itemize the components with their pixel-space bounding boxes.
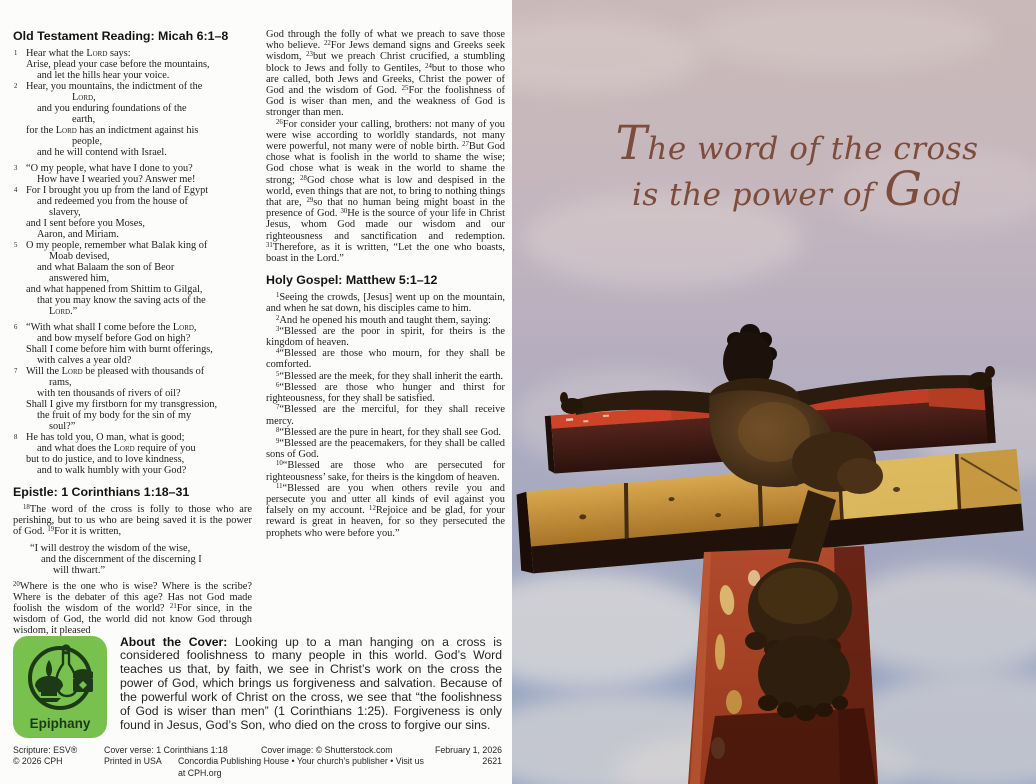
verse-number: 7 <box>14 368 18 375</box>
gospel-paragraph: $^1$Seeing the crowds, [Jesus] went up on the mountain, and when he sat down, his disciples came to him. <box>266 292 505 315</box>
verse-number: 29 <box>306 197 314 205</box>
verse-number: 2 <box>276 314 280 322</box>
verse-number: 8 <box>276 426 280 434</box>
poem-line: 7 Will the Lord be pleased with thousands of <box>14 366 205 377</box>
gospel-text <box>266 292 505 538</box>
poem-line: and to walk humbly with your God? <box>37 465 187 476</box>
footer-number: 2621 <box>482 756 502 766</box>
about-text: Looking up to a man hanging on a cross is considered foolishness to many people in this world. God’s Word teaches us that, by faith, we see in Christ’s work on the cross the power of God, which brings us forgiveness and salvation. Because of the powerful work of Christ on the cross, we see that “the foolishness of God is wiser than men” (1 Corinthians 1:25). Forgiveness is only found in Jesus, God’s Son, who died on the cross to forgive our sins. <box>120 634 502 732</box>
poem-line: and bow myself before God on high? <box>37 333 191 344</box>
poem-line: for the Lord has an indictment against his <box>26 125 199 136</box>
divine-name-small-caps: Lord <box>172 322 194 333</box>
verse-number: 10 <box>276 460 283 468</box>
verse-number: 9 <box>276 437 280 445</box>
poem-line: 8 He has told you, O man, what is good; <box>14 432 185 443</box>
poem-line: will thwart.” <box>53 564 106 576</box>
footer-row-2 <box>13 756 502 779</box>
poem-line: people, <box>72 136 103 147</box>
poem-line: Aaron, and Miriam. <box>37 229 119 240</box>
poem-line: and you enduring foundations of the <box>37 103 187 114</box>
verse-number: 5 <box>14 242 18 249</box>
footer-copyright: © 2026 CPH <box>13 756 63 766</box>
poem-line: 1 Hear what the Lord says: <box>14 48 131 59</box>
poem-line: with ten thousands of rivers of oil? <box>37 388 181 399</box>
readings-page <box>0 0 512 784</box>
verse-number: 21 <box>169 603 177 611</box>
footer-cover-verse: Cover verse: 1 Corinthians 1:18 <box>104 744 228 755</box>
epiphany-badge <box>13 636 107 738</box>
verse-number: 30 <box>340 208 348 216</box>
footer-scripture: Scripture: ESV® <box>13 744 78 755</box>
column-2 <box>266 29 505 636</box>
divine-name-small-caps: Lord <box>55 125 77 136</box>
poem-line: Shall I come before him with burnt offerings, <box>26 344 213 355</box>
verse-number: 19 <box>47 526 55 534</box>
verse-number: 3 <box>14 165 18 172</box>
verse-number: 2 <box>14 83 18 90</box>
about-the-cover <box>120 636 502 733</box>
gospel-paragraph: $^{10}$“Blessed are those who are persecuted for righteousness’ sake, for theirs is the kingdom of heaven. <box>266 460 505 483</box>
poem-line: and what happened from Shittim to Gilgal, <box>26 284 203 295</box>
poem-line: the fruit of my body for the sin of my <box>37 410 192 421</box>
about-label: About the Cover: <box>120 634 228 649</box>
poem-line: but to do justice, and to love kindness, <box>26 454 185 465</box>
decorative-initial: T <box>615 116 648 171</box>
decorative-initial: G <box>884 162 923 217</box>
crucifix-photo <box>512 0 1036 784</box>
verse-number: 28 <box>300 174 307 182</box>
verse-number: 22 <box>323 40 331 48</box>
poem-line: with calves a year old? <box>37 355 132 366</box>
footer <box>13 745 505 780</box>
footer-date: February 1, 2026 <box>435 744 502 755</box>
gospel-paragraph: $^2$And he opened his mouth and taught them, saying: <box>276 314 491 326</box>
gospel-heading: Holy Gospel: Matthew 5:1–12 <box>266 273 438 288</box>
epistle-paragraph-3: $^{26}$For consider your calling, brothers: not many of you were wise according to worldly standards, not many were powerful, not many were of noble birth. $^{27}$But God chose what is foolish in the world to shame the wise; God chose what is weak in the world to shame the strong; $^{28}$God chose what is low and despised in the world, even things that are not, to bring to nothing things that are, $^{29}$so that no human being might boast in the presence of God. $^{30}$He is the source of your life in Christ Jesus, whom God made our wisdom and our righteousness and sanctification and redemption. $^{31}$Therefore, as it is written, “Let the one who boasts, boast in the Lord.” <box>266 118 505 265</box>
epistle-quote <box>30 543 252 576</box>
gospel-paragraph: $^6$“Blessed are those who hunger and thirst for righteousness, for they shall be satisfied. <box>266 381 505 405</box>
footer-row-1 <box>13 745 502 757</box>
verse-number: 24 <box>425 62 432 70</box>
verse-number: 20 <box>13 580 20 588</box>
gospel-paragraph: $^3$“Blessed are the poor in spirit, for theirs is the kingdom of heaven. <box>266 325 505 349</box>
epiphany-label: Epiphany <box>29 715 91 731</box>
poem-line: and redeemed you from the house of <box>37 196 188 207</box>
gospel-paragraph: $^7$“Blessed are the merciful, for they shall receive mercy. <box>266 404 505 427</box>
verse-number: 5 <box>276 370 280 378</box>
micah-poem <box>14 48 252 476</box>
poem-line: Lord, <box>72 92 96 103</box>
cover-title-line-2: is the power of God <box>631 162 962 217</box>
epistle-paragraph-1: $^{18}$The word of the cross is folly to those who are perishing, but to us who are being saved it is the power of God. $^{19}$For it is written, <box>13 504 252 538</box>
divine-name-small-caps: Lord <box>86 48 108 59</box>
poem-line: Moab devised, <box>49 251 110 262</box>
verse-number: 18 <box>23 504 30 511</box>
verse-number: 6 <box>276 381 280 389</box>
poem-line: slavery, <box>49 207 81 218</box>
gospel-paragraph: $^5$“Blessed are the meek, for they shall inherit the earth. <box>276 370 504 382</box>
verse-number: 1 <box>14 50 18 57</box>
verse-number: 12 <box>369 505 376 513</box>
gospel-paragraph: $^{11}$“Blessed are you when others revile you and persecute you and utter all kinds of evil against you falsely on my account. $^{12}$Rejoice and be glad, for your reward is great in heaven, for so they persecuted the prophets who were before you.” <box>266 482 505 539</box>
verse-number: 7 <box>276 404 280 412</box>
verse-number: 6 <box>14 324 18 331</box>
verse-number: 11 <box>276 482 283 490</box>
verse-number: 27 <box>462 141 469 149</box>
poem-line: 5 O my people, remember what Balak king of <box>14 240 208 251</box>
cover-page <box>512 0 1036 784</box>
poem-line: and let the hills hear your voice. <box>37 70 170 81</box>
poem-line: Lord.” <box>49 306 78 317</box>
verse-number: 1 <box>276 292 280 300</box>
poem-line: rams, <box>49 377 72 388</box>
verse-number: 31 <box>266 241 273 249</box>
poem-line: and what does the Lord require of you <box>37 443 196 454</box>
epistle-heading: Epistle: 1 Corinthians 1:18–31 <box>13 485 190 499</box>
cover-title-line-1: The word of the cross <box>615 116 979 171</box>
gospel-paragraph: $^8$“Blessed are the pure in heart, for they shall see God. <box>276 426 501 438</box>
divine-name-small-caps: Lord <box>72 92 94 103</box>
poem-line: How have I wearied you? Answer me! <box>37 174 196 185</box>
poem-line: 3 “O my people, what have I done to you? <box>14 163 193 174</box>
epistle-continuation: God through the folly of what we preach to save those who believe. $^{22}$For Jews demand signs and Greeks seek wisdom, $^{23}$but we preach Christ crucified, a stumbling block to Jews and folly to Gentiles, $^{24}$but to those who are called, both Jews and Greeks, Christ the power of God and the wisdom of God. $^{25}$For the foolishness of God is wiser than men, and the weakness of God is stronger than men. <box>266 29 505 119</box>
about-band <box>13 636 505 738</box>
footer-printed: Printed in USA <box>104 756 162 766</box>
gospel-paragraph: $^9$“Blessed are the peacemakers, for they shall be called sons of God. <box>266 437 505 461</box>
poem-line: Shall I give my firstborn for my transgression, <box>26 399 218 410</box>
poem-line: and the discernment of the discerning I <box>41 553 202 565</box>
verse-number: 8 <box>14 434 18 441</box>
poem-line: and what Balaam the son of Beor <box>37 262 175 273</box>
divine-name-small-caps: Lord <box>49 306 71 317</box>
poem-line: 6 “With what shall I come before the Lord, <box>14 322 197 333</box>
epiphany-badge-box <box>13 636 107 738</box>
verse-number: 23 <box>306 51 313 59</box>
epistle-paragraph-2: $^{20}$Where is the one who is wise? Where is the scribe? Where is the debater of this age? Has not God made foolish the wisdom of the world? $^{21}$For since, in the wisdom of God, the world did not know God through wisdom, it pleased <box>13 580 252 636</box>
poem-line: Arise, plead your case before the mountains, <box>26 59 210 70</box>
text-columns <box>13 29 505 636</box>
verse-number: 4 <box>14 187 18 194</box>
footer-publisher: Concordia Publishing House • Your church’s publisher • Visit us at CPH.org <box>178 756 424 778</box>
poem-line: soul?” <box>49 421 76 432</box>
old-testament-heading: Old Testament Reading: Micah 6:1–8 <box>13 29 229 43</box>
poem-line: earth, <box>72 114 96 125</box>
verse-number: 4 <box>276 348 280 356</box>
poem-line: “I will destroy the wisdom of the wise, <box>30 542 191 554</box>
poem-line: answered him, <box>49 273 110 284</box>
verse-number: 3 <box>276 325 280 333</box>
cover-title <box>574 116 1020 218</box>
poem-line: 2 Hear, you mountains, the indictment of the <box>14 81 203 92</box>
poem-line: and he will contend with Israel. <box>37 147 167 158</box>
divine-name-small-caps: Lord <box>61 366 83 377</box>
footer-cover-image: Cover image: © Shutterstock.com <box>261 744 393 755</box>
column-1 <box>13 29 252 636</box>
poem-line: and I sent before you Moses, <box>26 218 145 229</box>
verse-number: 25 <box>401 85 409 93</box>
divine-name-small-caps: Lord <box>113 443 135 454</box>
verse-number: 26 <box>276 118 283 126</box>
poem-line: 4 For I brought you up from the land of Egypt <box>14 185 209 196</box>
gospel-paragraph: $^4$“Blessed are those who mourn, for they shall be comforted. <box>266 348 505 371</box>
poem-line: that you may know the saving acts of the <box>37 295 206 306</box>
